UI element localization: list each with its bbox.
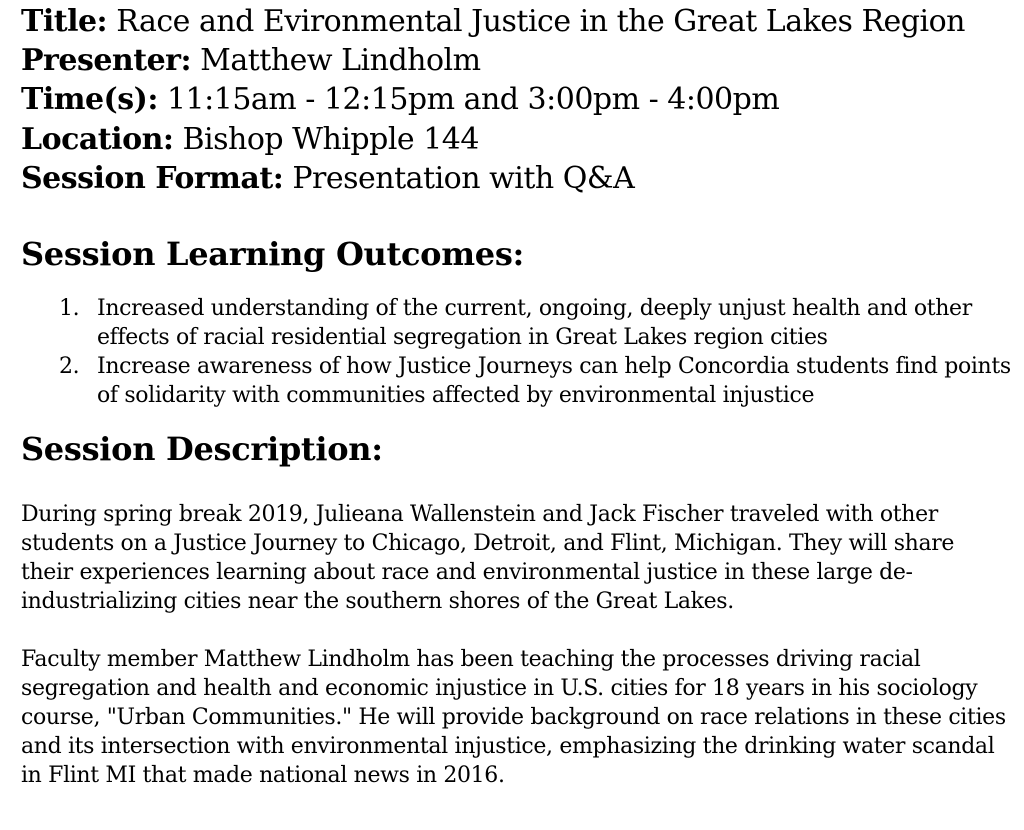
description-paragraph: During spring break 2019, Julieana Wallenstein and Jack Fischer traveled with other students on a Justice Journey to Chicago, Detroit, and Flint, Michigan. They will share their experiences learning about race and environmental justice in these large de-industrializing cities near the southern shores of the Great Lakes. <box>21 502 955 615</box>
outcome-number: 2. <box>59 354 80 380</box>
location-line <box>21 120 1011 159</box>
title-value: Race and Evironmental Justice in the Great Lakes Region <box>116 4 965 39</box>
outcomes-heading: Session Learning Outcomes: <box>21 235 525 274</box>
format-label: Session Format: <box>21 160 284 196</box>
presenter-line <box>21 41 1011 80</box>
outcome-number: 1. <box>59 296 80 322</box>
times-label: Time(s): <box>21 82 158 118</box>
location-value: Bishop Whipple 144 <box>182 121 479 157</box>
outcomes-list <box>21 294 1011 410</box>
times-value: 11:15am - 12:15pm and 3:00pm - 4:00pm <box>166 82 780 118</box>
outcome-item <box>21 352 1011 410</box>
location-label: Location: <box>21 121 174 157</box>
title-line <box>21 2 1011 41</box>
outcome-text: Increase awareness of how Justice Journeys can help Concordia students find points of solidarity with communities affected by environmental injustice <box>97 354 1011 409</box>
presenter-value: Matthew Lindholm <box>200 43 481 79</box>
format-line <box>21 159 1011 198</box>
title-label: Title: <box>21 4 108 39</box>
format-value: Presentation with Q&A <box>292 160 635 196</box>
description-heading: Session Description: <box>21 430 383 469</box>
presenter-label: Presenter: <box>21 43 192 79</box>
times-line <box>21 80 1011 119</box>
outcome-text: Increased understanding of the current, ongoing, deeply unjust health and other effects of racial residential segregation in Great Lakes region cities <box>97 296 972 351</box>
outcome-item <box>21 294 1011 352</box>
description-paragraph: Faculty member Matthew Lindholm has been teaching the processes driving racial segregation and health and economic injustice in U.S. cities for 18 years in his sociology course, "Urban Communities." He will provide background on race relations in these cities and its intersection with environmental injustice, emphasizing the drinking water scandal in Flint MI that made national news in 2016. <box>21 647 1006 789</box>
session-document <box>21 2 1011 790</box>
